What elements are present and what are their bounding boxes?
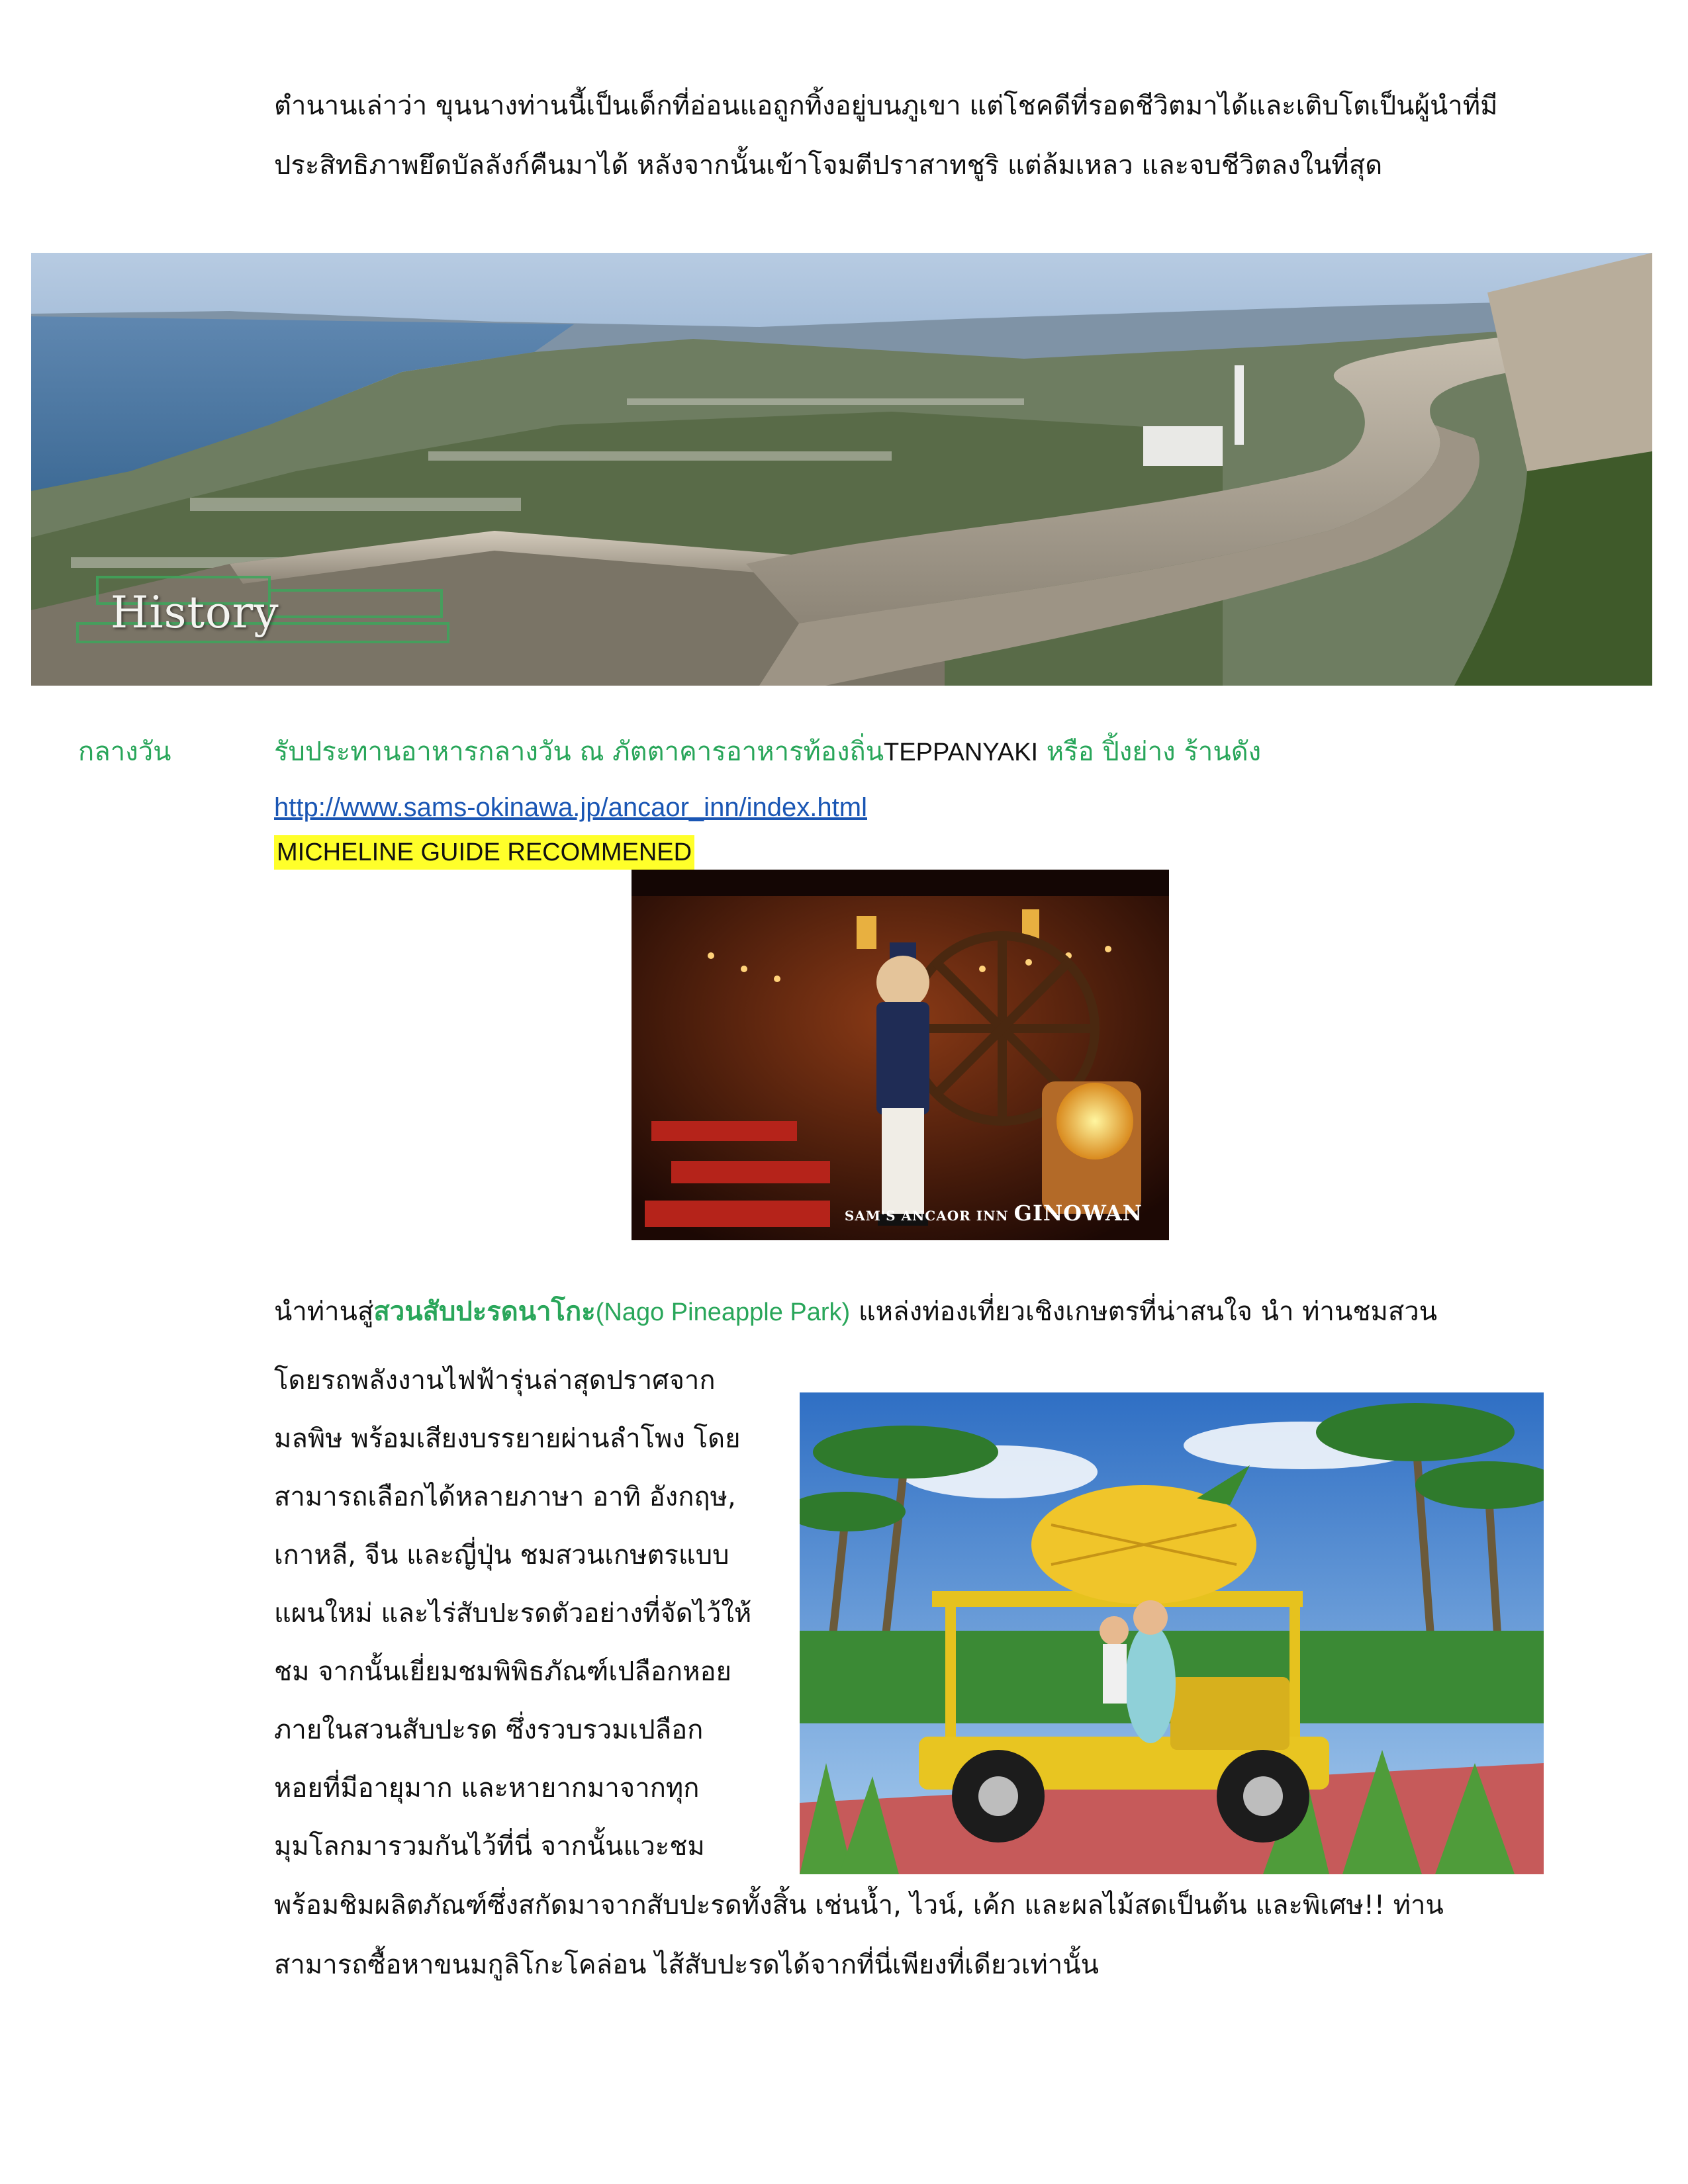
history-banner-image	[31, 253, 1652, 686]
pineapple-wrap-line: มลพิษ พร้อมเสียงบรรยายผ่านลำโพง โดย	[274, 1424, 741, 1454]
pineapple-prefix: นำท่านสู่	[274, 1297, 374, 1327]
pineapple-wrap-line: เกาหลี, จีน และญี่ปุ่น ชมสวนเกษตรแบบ	[274, 1540, 729, 1570]
intro-line-1: ตำนานเล่าว่า ขุนนางท่านนี้เป็นเด็กที่อ่อนแอถูกทิ้งอยู่บนภูเขา แต่โชคดีที่รอดชีวิตมาได้และเติบโตเป็นผู้นำที่มี	[274, 91, 1498, 121]
pineapple-wrap-line: ภายในสวนสับปะรด ซึ่งรวบรวมเปลือก	[274, 1715, 704, 1745]
pineapple-suffix: แหล่งท่องเที่ยวเชิงเกษตรที่น่าสนใจ นำ ท่านชมสวน	[850, 1297, 1438, 1327]
lunch-desc-en: TEPPANYAKI	[884, 739, 1039, 766]
pineapple-park-name: สวนสับปะรดนาโกะ	[373, 1297, 596, 1327]
lunch-desc-suffix: หรือ ปิ้งย่าง ร้านดัง	[1038, 737, 1262, 767]
pineapple-first-line	[274, 1293, 1437, 1331]
banner-history-label: History	[111, 587, 279, 638]
intro-line-2: ประสิทธิภาพยึดบัลลังก์คืนมาได้ หลังจากนั้นเข้าโจมตีปราสาทชูริ แต่ล้มเหลว และจบชีวิตลงในที่สุด	[274, 150, 1383, 181]
restaurant-photo-caption	[845, 1201, 1143, 1226]
pineapple-wrap-line: สามารถเลือกได้หลายภาษา อาทิ อังกฤษ,	[274, 1482, 736, 1512]
pineapple-wrap-line: มุมโลกมารวมกันไว้ที่นี่ จากนั้นแวะชม	[274, 1831, 705, 1862]
pineapple-wrap-line: โดยรถพลังงานไฟฟ้ารุ่นล่าสุดปราศจาก	[274, 1365, 716, 1396]
lunch-desc-prefix: รับประทานอาหารกลางวัน ณ ภัตตาคารอาหารท้องถิ่น	[274, 737, 884, 767]
restaurant-url-link[interactable]: http://www.sams-okinawa.jp/ancaor_inn/index.html	[274, 793, 867, 822]
pineapple-tail-line: พร้อมชิมผลิตภัณฑ์ซึ่งสกัดมาจากสับปะรดทั้งสิ้น เช่นน้ำ, ไวน์, เค้ก และผลไม้สดเป็นต้น และพิเศษ!! ท่าน	[274, 1890, 1444, 1921]
pineapple-tail-line: สามารถซื้อหาขนมกูลิโกะโคล่อน ไส้สับปะรดได้จากที่นี่เพียงที่เดียวเท่านั้น	[274, 1950, 1099, 1980]
pineapple-wrap-line: ชม จากนั้นเยี่ยมชมพิพิธภัณฑ์เปลือกหอย	[274, 1657, 731, 1687]
caption-big: GINOWAN	[1013, 1201, 1143, 1226]
restaurant-photo	[632, 870, 1169, 1240]
caption-small: SAM'S ANCAOR INN	[844, 1208, 1009, 1224]
lunch-time-label: กลางวัน	[78, 737, 171, 767]
pineapple-park-en: (Nago Pineapple Park)	[595, 1298, 851, 1326]
michelin-highlight: MICHELINE GUIDE RECOMMENED	[274, 835, 694, 870]
restaurant-interior-illustration	[632, 870, 1169, 1240]
lunch-description	[274, 733, 1261, 771]
pineapple-wrap-line: หอยที่มีอายุมาก และหายากมาจากทุก	[274, 1773, 700, 1803]
pineapple-cart-illustration	[800, 1392, 1544, 1874]
pineapple-park-photo	[800, 1392, 1544, 1874]
pineapple-wrap-line: แผนใหม่ และไร่สับปะรดตัวอย่างที่จัดไว้ให้	[274, 1598, 752, 1629]
